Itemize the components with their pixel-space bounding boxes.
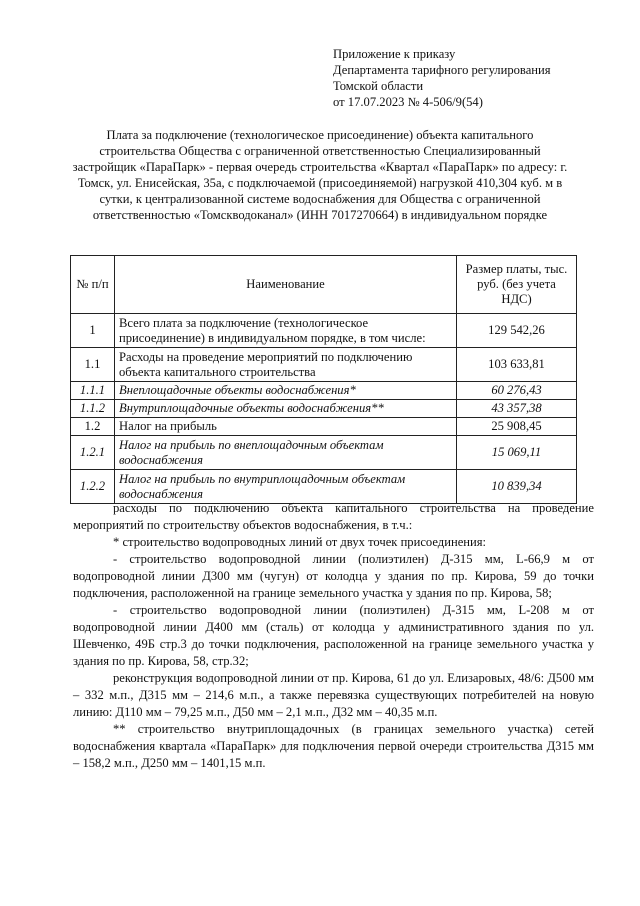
row-num: 1.2 (71, 418, 115, 436)
note-paragraph: * строительство водопроводных линий от двух точек присоединения: (113, 535, 487, 549)
row-amount: 10 839,34 (457, 470, 577, 504)
row-amount: 129 542,26 (457, 314, 577, 348)
row-name: Налог на прибыль по внутриплощадочным объектам водоснабжения (115, 470, 457, 504)
row-num: 1.2.2 (71, 470, 115, 504)
header-amount: Размер платы, тыс. руб. (без учета НДС) (457, 256, 577, 314)
appendix-header (333, 46, 623, 110)
note-paragraph: - строительство водопроводной линии (полиэтилен) Д-315 мм, L-66,9 м от водопроводной линии Д300 мм (чугун) от колодца у здания по пр. Кирова, 59 до точки подключения, расположенной на границе земельного участка у здания по пр. Кирова, 58; (73, 552, 594, 600)
header-line: Департамента тарифного регулирования (333, 63, 551, 77)
row-amount: 43 357,38 (457, 400, 577, 418)
note-paragraph: - строительство водопроводной линии (полиэтилен) Д-315 мм, L-208 м от водопроводной линии Д400 мм (сталь) от колодца у административного здания по ул. Шевченко, 49Б стр.3 до точки подключения, расположенной на границе земельного участка у здания по пр. Кирова, 58, стр.32; (73, 603, 594, 668)
table-row (71, 436, 577, 470)
row-num: 1 (71, 314, 115, 348)
row-num: 1.1.2 (71, 400, 115, 418)
row-name: Расходы на проведение мероприятий по подключению объекта капитального строительства (115, 348, 457, 382)
row-amount: 15 069,11 (457, 436, 577, 470)
header-line: Томской области (333, 79, 424, 93)
header-num: № п/п (71, 256, 115, 314)
table-row (71, 348, 577, 382)
header-line: Приложение к приказу (333, 47, 456, 61)
table-header-row (71, 256, 577, 314)
row-amount: 60 276,43 (457, 382, 577, 400)
row-name: Всего плата за подключение (технологическое присоединение) в индивидуальном порядке, в том числе: (115, 314, 457, 348)
header-name: Наименование (115, 256, 457, 314)
document-title: Плата за подключение (технологическое присоединение) объекта капитального строительства Общества с ограниченной ответственностью Специализированный застройщик «ПараПарк» - первая очередь строительства «Квартал «ПараПарк» по адресу: г. Томск, ул. Енисейская, 35а, с подключаемой (присоединяемой) нагрузкой 410,304 куб. м в сутки, к централизованной системе водоснабжения для Общества с ограниченной ответственностью «Томскводоканал» (ИНН 7017270664) в индивидуальном порядке (72, 128, 568, 222)
table-row (71, 470, 577, 504)
row-name: Внутриплощадочные объекты водоснабжения** (115, 400, 457, 418)
row-num: 1.1 (71, 348, 115, 382)
fee-table (70, 255, 577, 504)
row-name: Внеплощадочные объекты водоснабжения* (115, 382, 457, 400)
row-amount: 103 633,81 (457, 348, 577, 382)
row-num: 1.2.1 (71, 436, 115, 470)
table-row (71, 418, 577, 436)
table-row (71, 314, 577, 348)
header-line: от 17.07.2023 № 4-506/9(54) (333, 95, 483, 109)
row-name: Налог на прибыль (115, 418, 457, 436)
note-paragraph: ** строительство внутриплощадочных (в границах земельного участка) сетей водоснабжения квартала «ПараПарк» для подключения первой очереди строительства Д315 мм – 158,2 м.п., Д250 мм – 1401,15 м.п. (73, 722, 594, 770)
table-row (71, 400, 577, 418)
row-name: Налог на прибыль по внеплощадочным объектам водоснабжения (115, 436, 457, 470)
explanatory-notes (73, 500, 594, 772)
row-num: 1.1.1 (71, 382, 115, 400)
table-row (71, 382, 577, 400)
row-amount: 25 908,45 (457, 418, 577, 436)
note-paragraph: реконструкция водопроводной линии от пр. Кирова, 61 до ул. Елизаровых, 48/6: Д500 мм – 332 м.п., Д315 мм – 214,6 м.п., а также перевязка существующих потребителей на новую линию: Д110 мм – 79,25 м.п., Д50 мм – 2,1 м.п., Д32 мм – 40,35 м.п. (73, 671, 594, 719)
note-paragraph: расходы по подключению объекта капитального строительства на проведение мероприятий по строительству объектов водоснабжения, в т.ч.: (73, 501, 594, 532)
